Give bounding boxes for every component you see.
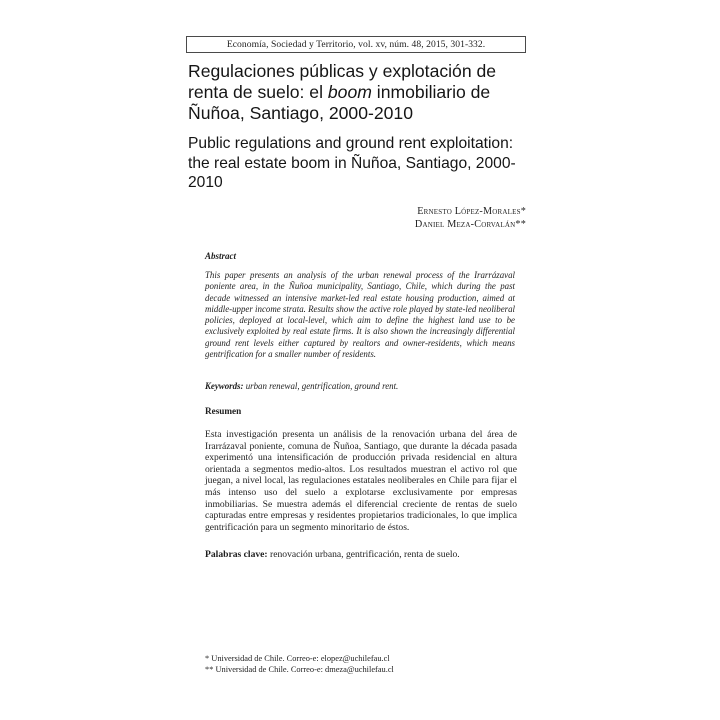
abstract-text: This paper presents an analysis of the urban renewal process of the Irarrázaval poniente area, in the Ñuñoa municipality, Santiago, Chile, which during the past decade witnessed an intensive market-led real estate housing production, aimed at middle-upper income strata. Results show the active role played by state-led neoliberal policies, deployed at local-level, which aim to define the highest land use to be exclusively exploited by real estate firms. It is also shown the increasingly differential ground rent levels either captured by realtors and owner-residents, which means gentrification for a smaller number of residents.: [205, 270, 515, 360]
resumen-text: Esta investigación presenta un análisis de la renovación urbana del área de Irarrázaval poniente, comuna de Ñuñoa, Santiago, que durante la década pasada experimentó una intensificación de producción privada residencial en altura orientada a segmentos medio-altos. Los resultados muestran el activo rol que juegan, a nivel local, las regulaciones estatales neoliberales en Chile para fijar el más intenso uso del suelo a explotarse exclusivamente por empresas inmobiliarias. Se muestra además el diferencial creciente de rentas de suelo capturadas entre empresas y residentes propietarios tradicionales, lo que implica gentrificación para un segmento minoritario de éstos.: [205, 429, 517, 533]
title-spanish-emphasis: boom: [327, 82, 372, 102]
footnote-2: ** Universidad de Chile. Correo-e: dmeza@uchilefau.cl: [205, 665, 394, 674]
title-spanish-part2: inmobiliario de Ñuñoa, Santiago, 2000-2010: [188, 82, 491, 123]
keywords-list: urban renewal, gentrification, ground rent.: [243, 381, 399, 391]
footnote-1: * Universidad de Chile. Correo-e: elopez@uchilefau.cl: [205, 654, 390, 663]
palabras-clave-label: Palabras clave:: [205, 549, 268, 560]
title-spanish: [188, 61, 538, 124]
author-1: Ernesto López-Morales*: [417, 206, 526, 217]
palabras-clave-list: renovación urbana, gentrificación, renta de suelo.: [267, 549, 460, 560]
title-spanish-part1: Regulaciones públicas y explotación de renta de suelo: el: [188, 61, 497, 102]
resumen-heading: Resumen: [205, 406, 242, 416]
author-2: Daniel Meza-Corvalán**: [414, 218, 526, 230]
journal-header: Economía, Sociedad y Territorio, vol. xv, núm. 48, 2015, 301-332.: [186, 36, 526, 53]
abstract-heading: Abstract: [205, 251, 237, 261]
palabras-clave: [205, 549, 525, 560]
keywords-label: Keywords:: [205, 381, 244, 391]
title-english: Public regulations and ground rent exploitation: the real estate boom in Ñuñoa, Santiago, 2000-2010: [188, 135, 516, 191]
authors: [300, 206, 526, 231]
keywords: [205, 381, 525, 391]
